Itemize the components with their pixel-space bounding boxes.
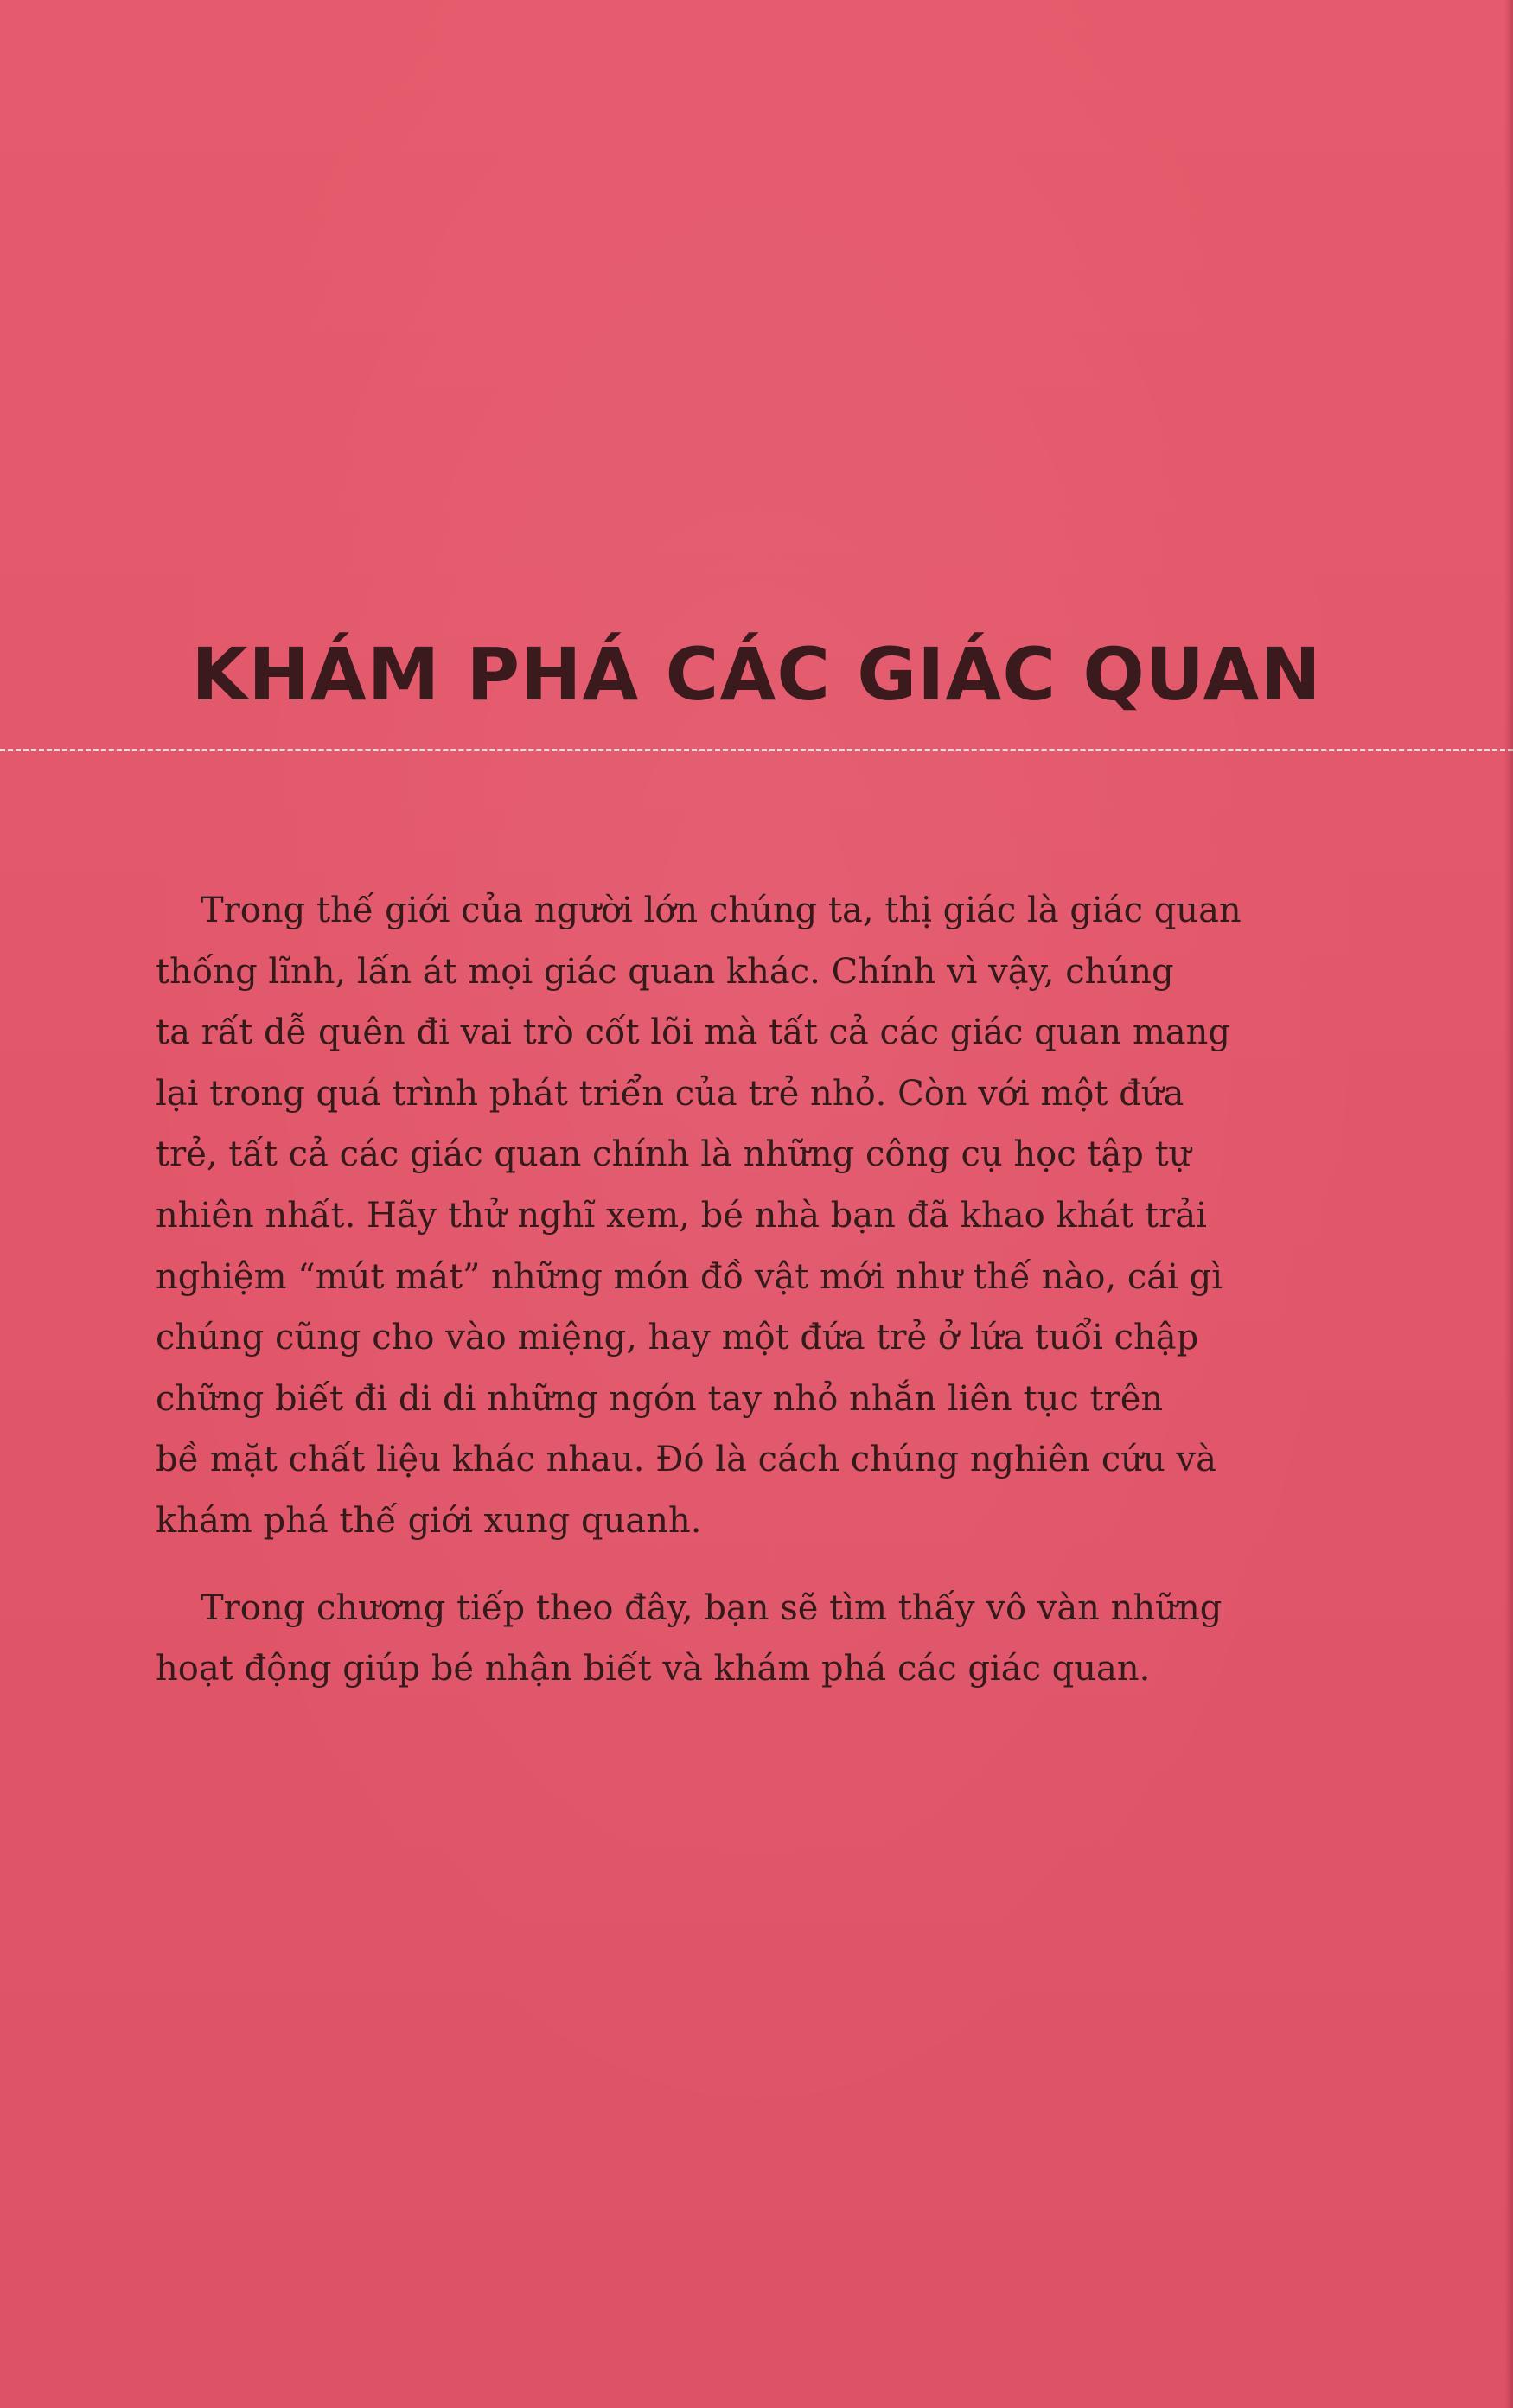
body-text bbox=[156, 880, 1280, 1726]
paragraph-2: Trong chương tiếp theo đây, bạn sẽ tìm thấy vô vàn những hoạt động giúp bé nhận biết và khám phá các giác quan. bbox=[156, 1587, 1223, 1689]
paragraph-1: Trong thế giới của người lớn chúng ta, thị giác là giác quan thống lĩnh, lấn át mọi giác quan khác. Chính vì vậy, chúng ta rất dễ quên đi vai trò cốt lõi mà tất cả các giác quan mang lại trong quá trình phát triển của trẻ nhỏ. Còn với một đứa trẻ, tất cả các giác quan chính là những công cụ học tập tự nhiên nhất. Hãy thử nghĩ xem, bé nhà bạn đã khao khát trải nghiệm “mút mát” những món đồ vật mới như thế nào, cái gì chúng cũng cho vào miệng, hay một đứa trẻ ở lứa tuổi chập chững biết đi di di những ngón tay nhỏ nhắn liên tục trên bề mặt chất liệu khác nhau. Đó là cách chúng nghiên cứu và khám phá thế giới xung quanh. bbox=[156, 891, 1242, 1541]
chapter-title: KHÁM PHÁ CÁC GIÁC QUAN bbox=[191, 632, 1322, 717]
dashed-divider bbox=[0, 749, 1513, 751]
page-edge-shadow bbox=[1504, 0, 1513, 2408]
